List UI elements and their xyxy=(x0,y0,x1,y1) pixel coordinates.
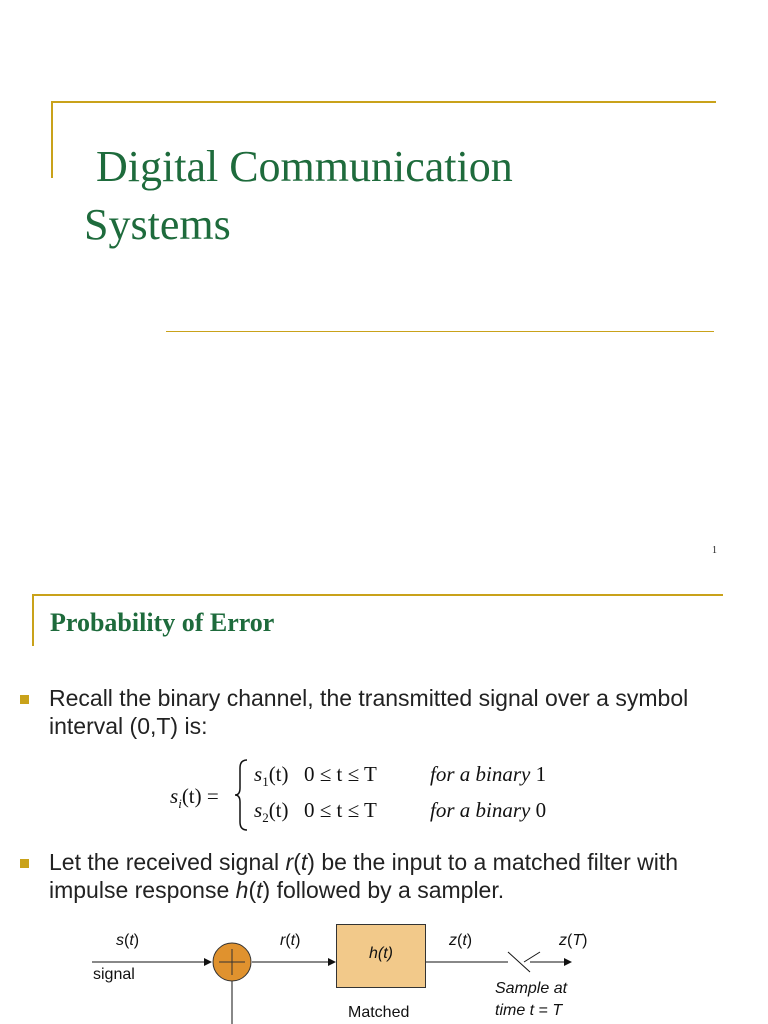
left-rule xyxy=(32,594,34,646)
top-rule xyxy=(32,594,723,596)
equation-row-1: $s_1(t)$ 0 ≤ t ≤ T for a binary 1 xyxy=(254,762,547,789)
bullet-marker xyxy=(20,695,29,704)
slide-title xyxy=(84,138,704,254)
sample-output-label: z(T) xyxy=(559,932,588,949)
bullet-marker xyxy=(20,859,29,868)
signal-label: signal xyxy=(93,966,135,983)
top-rule xyxy=(51,101,716,103)
bullet-text-2: Let the received signal r(t) be the input to a matched filter with impulse response h(t) followed by a sampler. xyxy=(49,849,679,903)
sample-time-label: time t = T xyxy=(495,1002,563,1019)
filter-output-label: z(t) xyxy=(449,932,473,949)
content-slide xyxy=(0,576,768,1024)
title-line-1: Digital Communication xyxy=(96,142,513,191)
input-signal-label: s(t) xyxy=(116,932,140,949)
block-diagram xyxy=(0,916,768,1024)
matched-filter-block xyxy=(336,924,426,988)
matched-label: Matched xyxy=(348,1004,410,1021)
left-brace-icon xyxy=(234,758,250,832)
equation-row-2: $s_2(t)$ 0 ≤ t ≤ T for a binary 0 xyxy=(254,798,547,825)
left-rule xyxy=(51,101,53,178)
adder-icon xyxy=(211,941,253,983)
bullet-text-1: Recall the binary channel, the transmitted signal over a symbol interval (0,T) is: xyxy=(49,685,689,739)
sample-at-label: Sample at xyxy=(495,980,568,997)
received-signal-label: r(t) xyxy=(280,932,301,949)
slide-title: Probability of Error xyxy=(50,608,275,637)
filter-label: h(t) xyxy=(369,945,393,962)
page-number: 1 xyxy=(712,545,717,556)
subtitle-rule xyxy=(166,331,714,332)
signal-equation xyxy=(170,758,600,832)
title-line-2: Systems xyxy=(84,200,231,249)
equation-lhs: $s_i(t)$ = xyxy=(170,784,219,811)
